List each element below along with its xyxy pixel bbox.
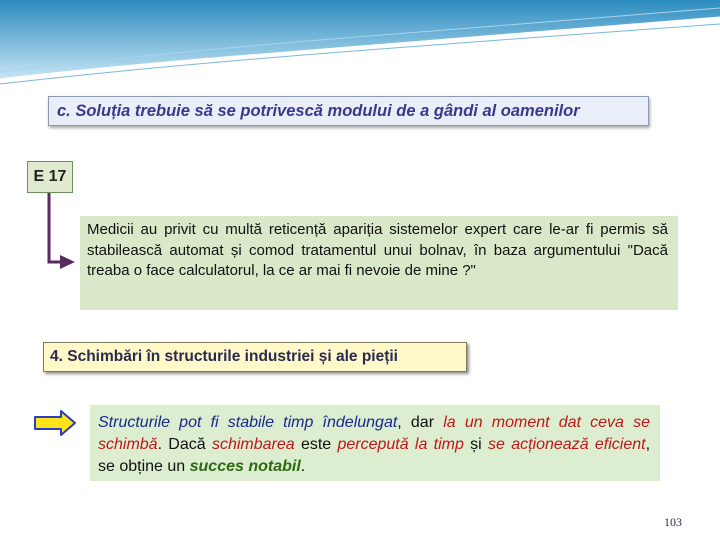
section-4-title: 4. Schimbări în structurile industriei și ale pieții: [43, 342, 467, 372]
heading-c: c. Soluția trebuie să se potrivescă modului de a gândi al oamenilor: [48, 96, 649, 126]
medicii-text: Medicii au privit cu multă reticență apariția sistemelor expert care le-ar fi permis să stabilească automat și comod tratamentul unui bolnav, în baza argumentului "Dacă treaba o face calculatorul, la ce ar mai fi nevoie de mine ?": [80, 216, 678, 310]
header-wave-decoration: [0, 0, 720, 90]
structurile-phrase-10: , se obține un: [98, 436, 651, 475]
structurile-phrase-6: este: [294, 436, 338, 453]
page-number: 103: [664, 515, 682, 529]
structurile-phrase-8: și: [463, 436, 489, 453]
structurile-phrase-4: . Dacă: [157, 436, 212, 453]
structurile-phrase-7: percepută la timp: [337, 436, 464, 453]
structurile-phrase-1: Structurile pot fi stabile timp îndelungat: [98, 414, 398, 431]
e17-label: E 17: [27, 161, 73, 193]
structurile-phrase-12: .: [300, 458, 306, 475]
right-arrow-icon: [33, 409, 78, 437]
structurile-phrase-2: , dar: [397, 414, 444, 431]
structurile-phrase-3: la un moment dat ceva se schimbă: [98, 414, 651, 453]
structurile-text: [90, 405, 660, 481]
structurile-phrase-9: se acționează eficient: [488, 436, 646, 453]
structurile-phrase-5: schimbarea: [211, 436, 295, 453]
structurile-phrase-11: succes notabil: [189, 458, 301, 475]
